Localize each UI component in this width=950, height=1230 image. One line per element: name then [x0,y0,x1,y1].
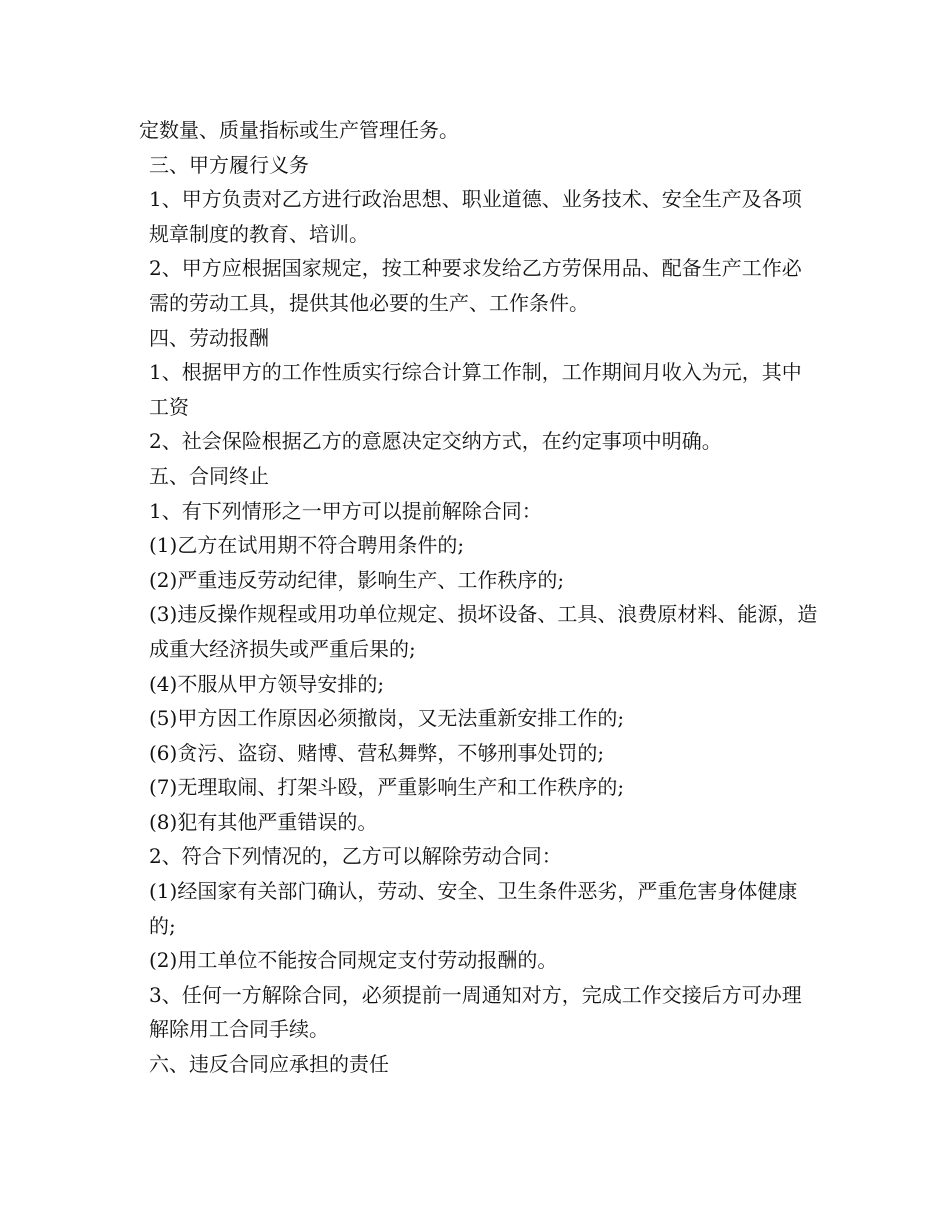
paragraph: 2、社会保险根据乙方的意愿决定交纳方式，在约定事项中明确。 [149,429,722,454]
paragraph: 1、有下列情形之一甲方可以提前解除合同： [149,498,542,523]
paragraph: 3、任何一方解除合同，必须提前一周通知对方，完成工作交接后方可办理解除用工合同手续。 [149,982,802,1042]
list-item: (8)犯有其他严重错误的。 [149,809,378,834]
section-heading: 四、劳动报酬 [149,325,269,350]
paragraph: 定数量、质量指标或生产管理任务。 [139,118,459,142]
document-body [139,113,819,1082]
list-item: (7)无理取闹、打架斗殴，严重影响生产和工作秩序的; [149,775,625,800]
list-item: (3)违反操作规程或用功单位规定、损坏设备、工具、浪费原材料、能源，造成重大经济损失或严重后果的; [149,602,818,661]
list-item: (5)甲方因工作原因必须撤岗，又无法重新安排工作的; [149,706,625,731]
paragraph: 2、符合下列情况的，乙方可以解除劳动合同： [149,844,562,869]
list-item: (2)用工单位不能按合同规定支付劳动报酬的。 [149,948,558,973]
section-heading: 五、合同终止 [149,463,269,488]
paragraph: 1、根据甲方的工作性质实行综合计算工作制，工作期间月收入为元，其中工资 [149,360,802,419]
list-item: (6)贪污、盗窃、赌博、营私舞弊，不够刑事处罚的; [149,740,605,765]
paragraph: 2、甲方应根据国家规定，按工种要求发给乙方劳保用品、配备生产工作必需的劳动工具，提供其他必要的生产、工作条件。 [149,256,802,315]
list-item: (2)严重违反劳动纪律，影响生产、工作秩序的; [149,567,565,592]
list-item: (4)不服从甲方领导安排的; [149,671,385,696]
list-item: (1)乙方在试用期不符合聘用条件的; [149,533,465,558]
section-heading: 六、违反合同应承担的责任 [149,1052,389,1077]
section-heading: 三、甲方履行义务 [149,152,309,177]
list-item: (1)经国家有关部门确认，劳动、安全、卫生条件恶劣，严重危害身体健康的; [149,879,798,938]
paragraph: 1、甲方负责对乙方进行政治思想、职业道德、业务技术、安全生产及各项规章制度的教育、培训。 [149,187,802,246]
